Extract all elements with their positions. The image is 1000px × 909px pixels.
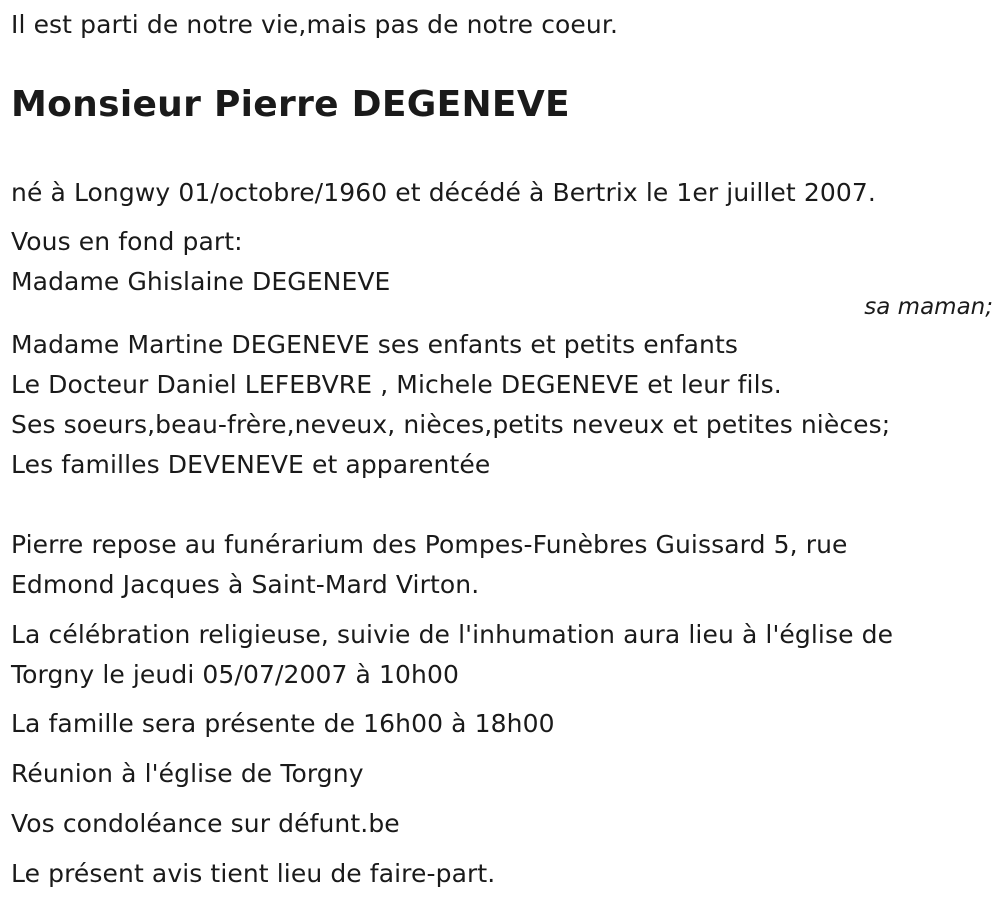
birth-death-line: né à Longwy 01/octobre/1960 et décédé à Bertrix le 1er juillet 2007. <box>11 178 876 207</box>
ceremony-line-2: Torgny le jeudi 05/07/2007 à 10h00 <box>11 660 459 689</box>
repose-line-1: Pierre repose au funérarium des Pompes-Funèbres Guissard 5, rue <box>11 530 848 559</box>
notice-footer: Le présent avis tient lieu de faire-part. <box>11 859 496 888</box>
motto: Il est parti de notre vie,mais pas de notre coeur. <box>11 10 618 39</box>
ceremony-line-1: La célébration religieuse, suivie de l'inhumation aura lieu à l'église de <box>11 620 894 649</box>
family-line-5: Les familles DEVENEVE et apparentée <box>11 450 491 479</box>
family-line-2: Madame Martine DEGENEVE ses enfants et petits enfants <box>11 330 738 359</box>
condolences-info: Vos condoléance sur défunt.be <box>11 809 400 838</box>
announce-intro: Vous en fond part: <box>11 227 243 256</box>
family-line-4: Ses soeurs,beau-frère,neveux, nièces,petits neveux et petites nièces; <box>11 410 891 439</box>
family-line-3: Le Docteur Daniel LEFEBVRE , Michele DEGENEVE et leur fils. <box>11 370 782 399</box>
mother-relation: sa maman; <box>864 294 993 320</box>
meeting-info: Réunion à l'église de Torgny <box>11 759 364 788</box>
family-presence: La famille sera présente de 16h00 à 18h00 <box>11 709 555 738</box>
repose-line-2: Edmond Jacques à Saint-Mard Virton. <box>11 570 480 599</box>
family-mother: Madame Ghislaine DEGENEVE <box>11 267 391 296</box>
page-title: Monsieur Pierre DEGENEVE <box>11 84 570 125</box>
